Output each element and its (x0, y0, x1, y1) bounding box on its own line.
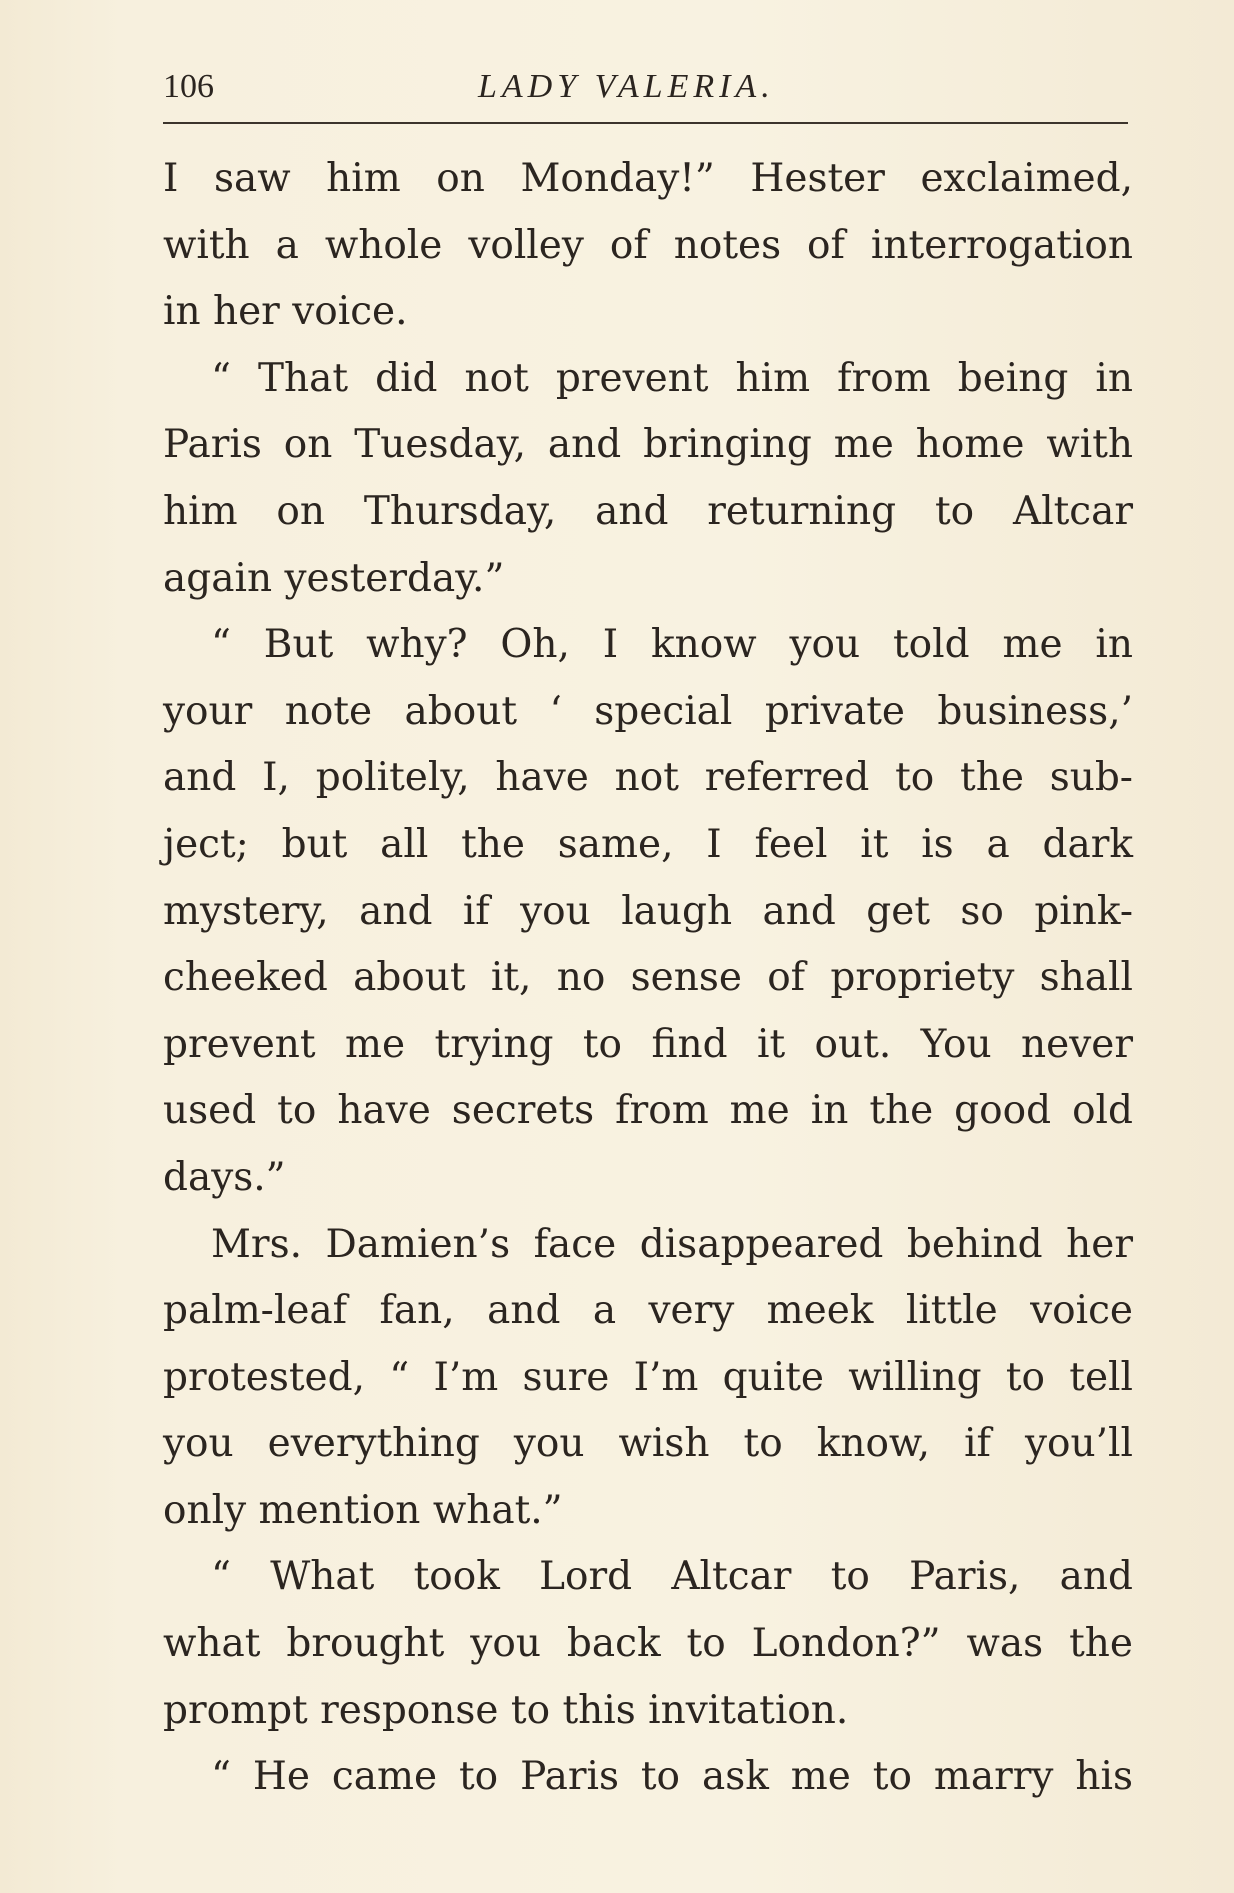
text-line: again yesterday.” (163, 555, 505, 601)
body-text (163, 146, 1133, 1811)
text-line: prevent me trying to find it out. You never (163, 1021, 1133, 1067)
text-line: with a whole volley of notes of interrogation (163, 222, 1133, 268)
text-line: and I, politely, have not referred to the sub- (163, 755, 1133, 801)
text-line: in her voice. (163, 289, 408, 335)
text-line: days.” (163, 1154, 286, 1200)
text-line: Paris on Tuesday, and bringing me home with (163, 422, 1133, 468)
page-number: 106 (163, 68, 214, 105)
text-line: “ But why? Oh, I know you told me in (211, 622, 1133, 668)
text-line: what brought you back to London?” was the (163, 1621, 1133, 1667)
text-line: you everything you wish to know, if you’ll (163, 1421, 1133, 1467)
text-line: palm-leaf fan, and a very meek little voice (163, 1288, 1133, 1334)
text-line: prompt response to this invitation. (163, 1687, 849, 1733)
text-line: mystery, and if you laugh and get so pink- (163, 888, 1133, 934)
running-title: LADY VALERIA. (478, 68, 775, 105)
header-rule (163, 122, 1128, 124)
text-line: I saw him on Monday!” Hester exclaimed, (163, 156, 1133, 201)
text-line: “ That did not prevent him from being in (211, 355, 1133, 401)
text-line: “ What took Lord Altcar to Paris, and (211, 1554, 1133, 1600)
page-header (163, 62, 1128, 112)
text-line: only mention what.” (163, 1487, 563, 1533)
text-line: cheeked about it, no sense of propriety shall (163, 955, 1133, 1001)
text-line: ject; but all the same, I feel it is a dark (163, 821, 1133, 867)
text-line: Mrs. Damien’s face disappeared behind her (211, 1221, 1133, 1267)
text-line: protested, “ I’m sure I’m quite willing to tell (163, 1354, 1133, 1400)
text-line: “ He came to Paris to ask me to marry his (211, 1754, 1133, 1800)
text-line: your note about ‘ special private business,’ (163, 688, 1133, 734)
text-line: used to have secrets from me in the good old (163, 1088, 1133, 1134)
text-line: him on Thursday, and returning to Altcar (163, 488, 1133, 534)
